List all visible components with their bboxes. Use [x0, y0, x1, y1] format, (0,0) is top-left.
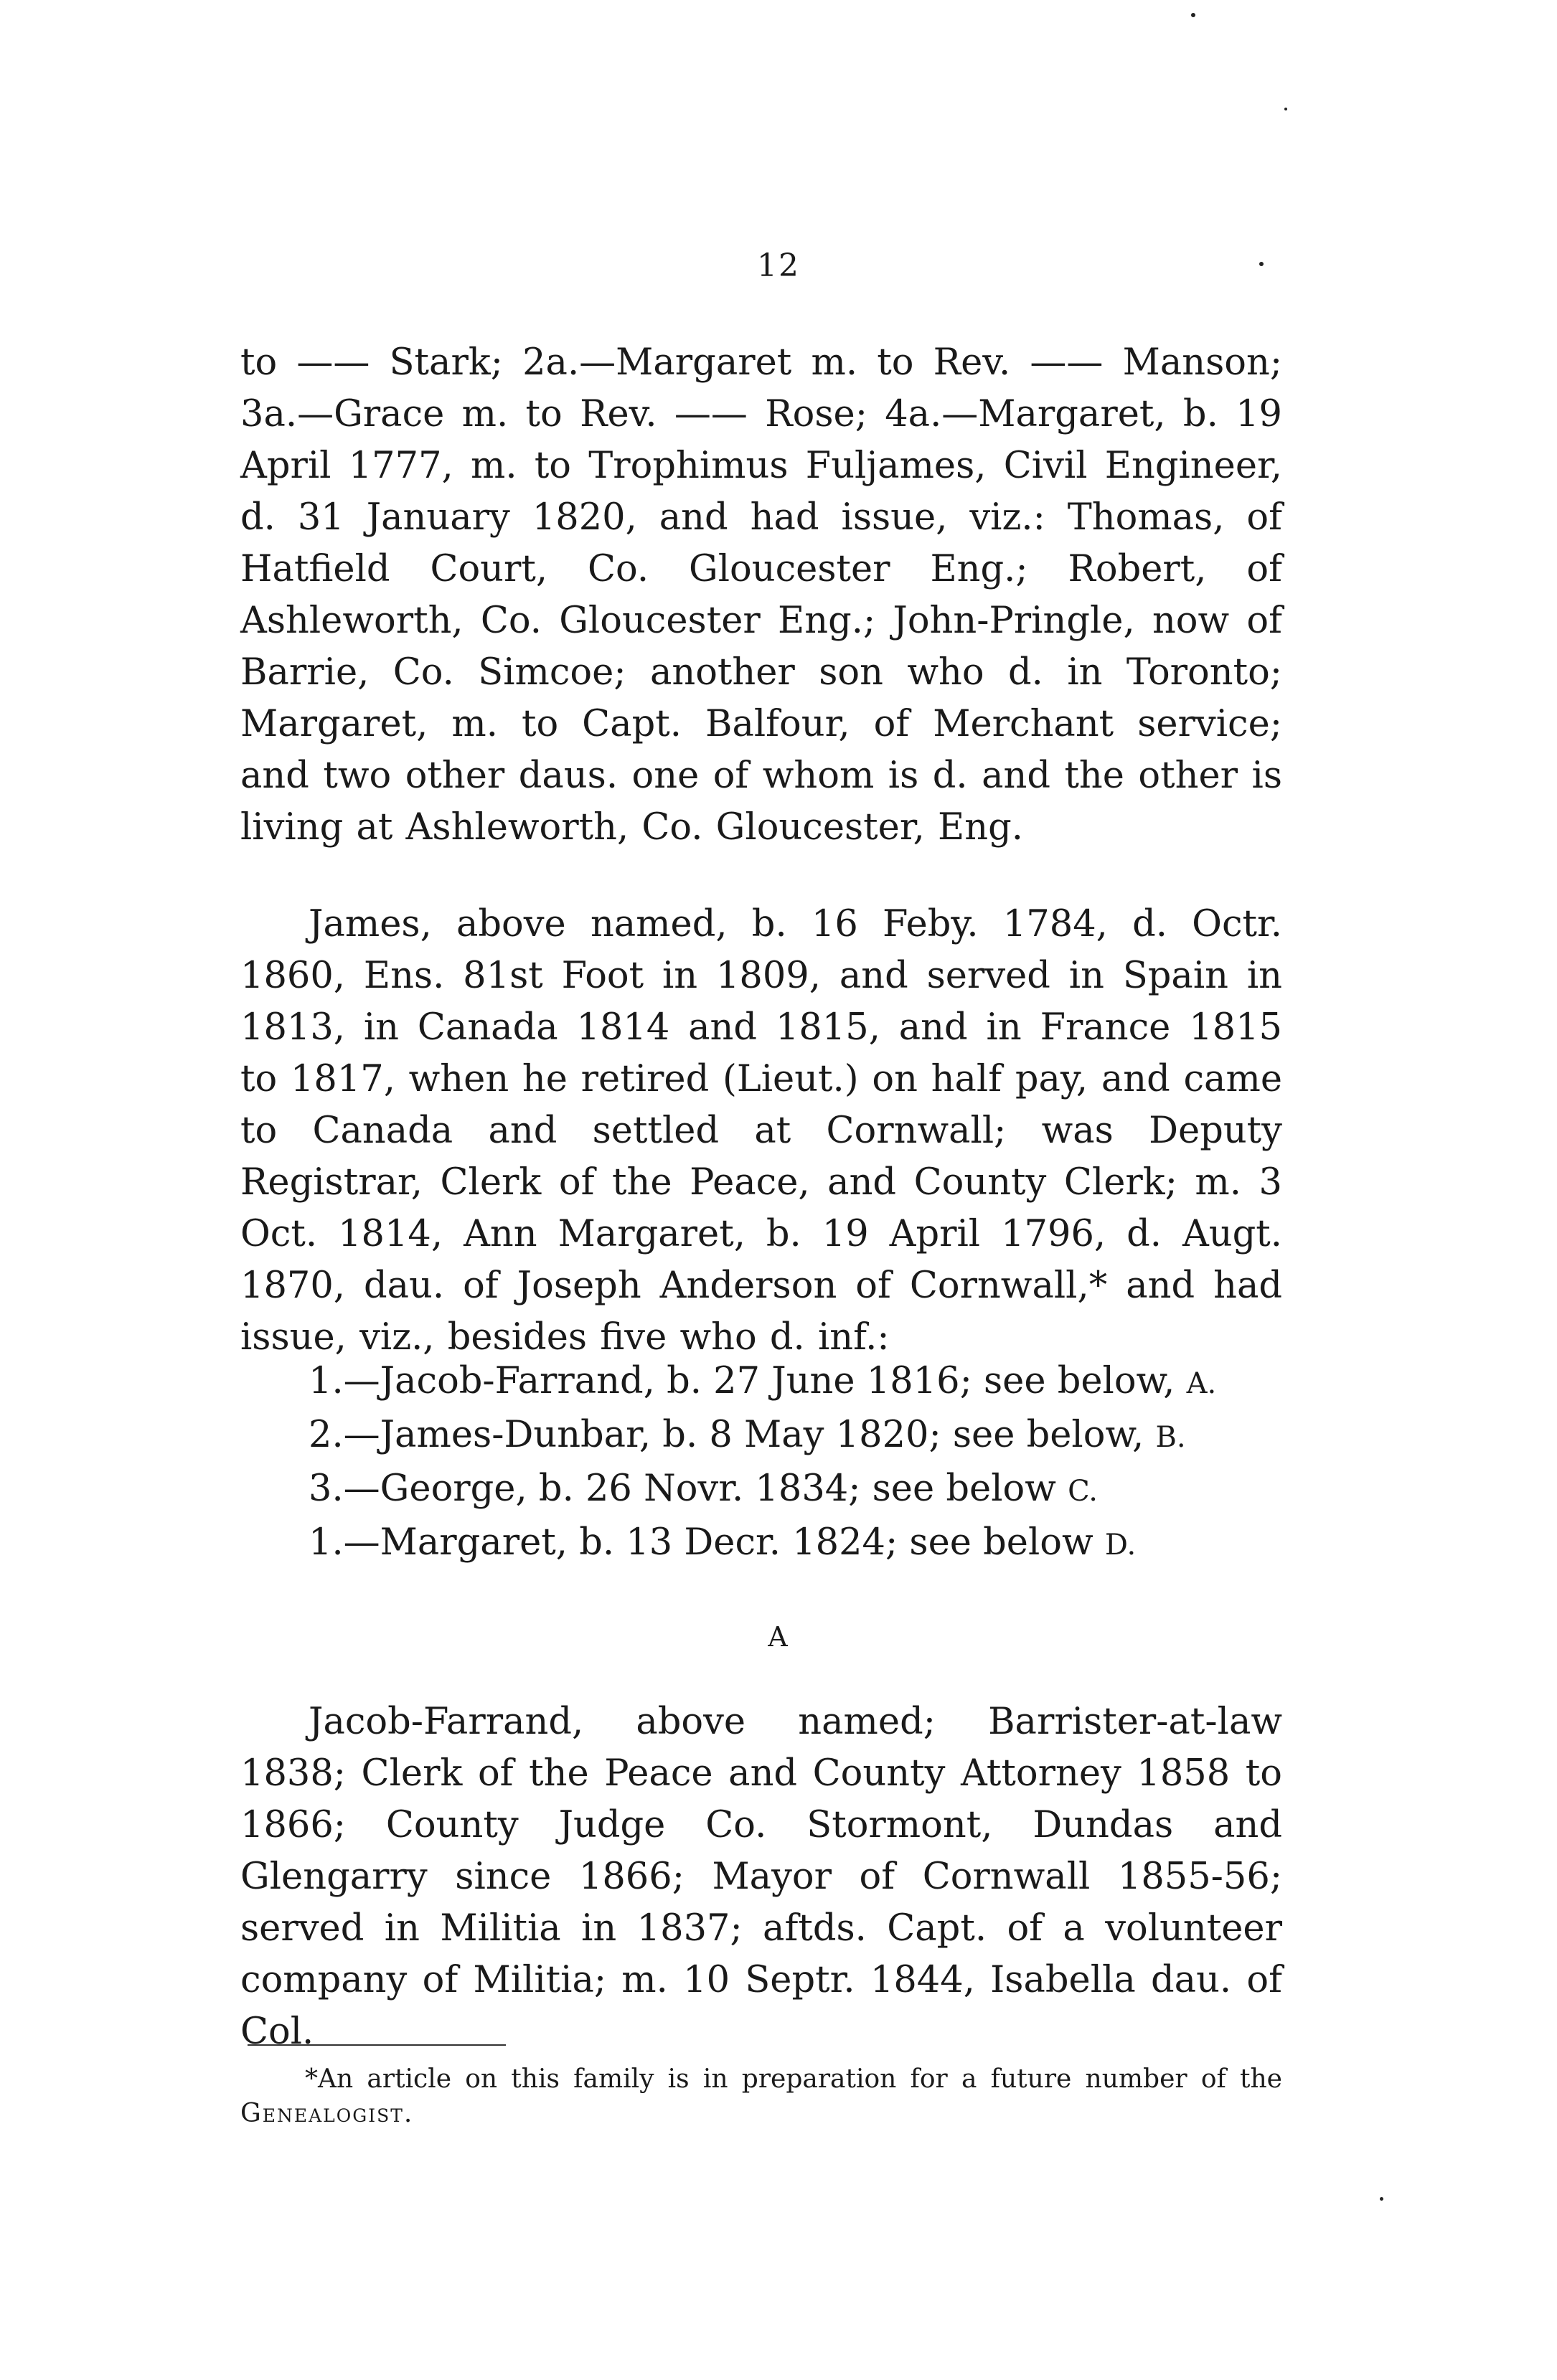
child-text: 3.—George, b. 26 Novr. 1834; see below: [309, 1468, 1056, 1510]
child-text: 2.—James-Dunbar, b. 8 May 1820; see below,: [309, 1414, 1144, 1456]
child-ref: B.: [1155, 1421, 1186, 1454]
print-speck: [1259, 262, 1264, 266]
paragraph-section-a: [240, 1696, 1282, 2058]
child-ref: A.: [1186, 1367, 1217, 1400]
children-list: [309, 1356, 1313, 1571]
footnote-text: *An article on this family is in preparation for a future number of the: [305, 2064, 1282, 2094]
paragraph-text: Jacob-Farrand, above named; Barrister-at-law 1838; Clerk of the Peace and County Attorney 1858 to 1866; County Judge Co. Stormont, Dundas and Glengarry since 1866; Mayor of Cornwall 1855-56; served in Militia in 1837; aftds. Capt. of a volunteer company of Militia; m. 10 Septr. 1844, Isabella dau. of Col.: [240, 1701, 1282, 2053]
footnote-journal: Genealogist.: [240, 2099, 414, 2128]
footnote: [240, 2062, 1282, 2131]
child-ref: D.: [1104, 1529, 1137, 1562]
list-item: [309, 1463, 1313, 1517]
list-item: [309, 1409, 1313, 1463]
child-text: 1.—Margaret, b. 13 Decr. 1824; see below: [309, 1521, 1093, 1564]
page-number: 12: [757, 247, 800, 284]
child-text: 1.—Jacob-Farrand, b. 27 June 1816; see below,: [309, 1360, 1175, 1402]
footnote-divider: [248, 2044, 506, 2046]
child-ref: C.: [1068, 1475, 1098, 1508]
list-item: [309, 1517, 1313, 1571]
section-heading: A: [768, 1621, 789, 1653]
paragraph-james: [240, 899, 1282, 1364]
print-speck: [1284, 108, 1287, 110]
print-speck: [1191, 13, 1195, 17]
paragraph-text: James, above named, b. 16 Feby. 1784, d. Octr. 1860, Ens. 81st Foot in 1809, and served in Spain in 1813, in Canada 1814 and 1815, and in France 1815 to 1817, when he retired (Lieut.) on half pay, and came to Canada and settled at Cornwall; was Deputy Registrar, Clerk of the Peace, and County Clerk; m. 3 Oct. 1814, Ann Margaret, b. 19 April 1796, d. Augt. 1870, dau. of Joseph Anderson of Cornwall,* and had issue, viz., besides five who d. inf.:: [240, 903, 1282, 1359]
print-speck: [1380, 2197, 1383, 2201]
paragraph-family-entries: [240, 337, 1282, 854]
paragraph-text: to —— Stark; 2a.—Margaret m. to Rev. —— Manson; 3a.—Grace m. to Rev. —— Rose; 4a.—Margaret, b. 19 April 1777, m. to Trophimus Fuljames, Civil Engineer, d. 31 January 1820, and had issue, viz.: Thomas, of Hatfield Court, Co. Gloucester Eng.; Robert, of Ashleworth, Co. Gloucester Eng.; John-Pringle, now of Barrie, Co. Simcoe; another son who d. in Toronto; Margaret, m. to Capt. Balfour, of Merchant service; and two other daus. one of whom is d. and the other is living at Ashleworth, Co. Gloucester, Eng.: [240, 341, 1282, 849]
list-item: [309, 1356, 1313, 1409]
